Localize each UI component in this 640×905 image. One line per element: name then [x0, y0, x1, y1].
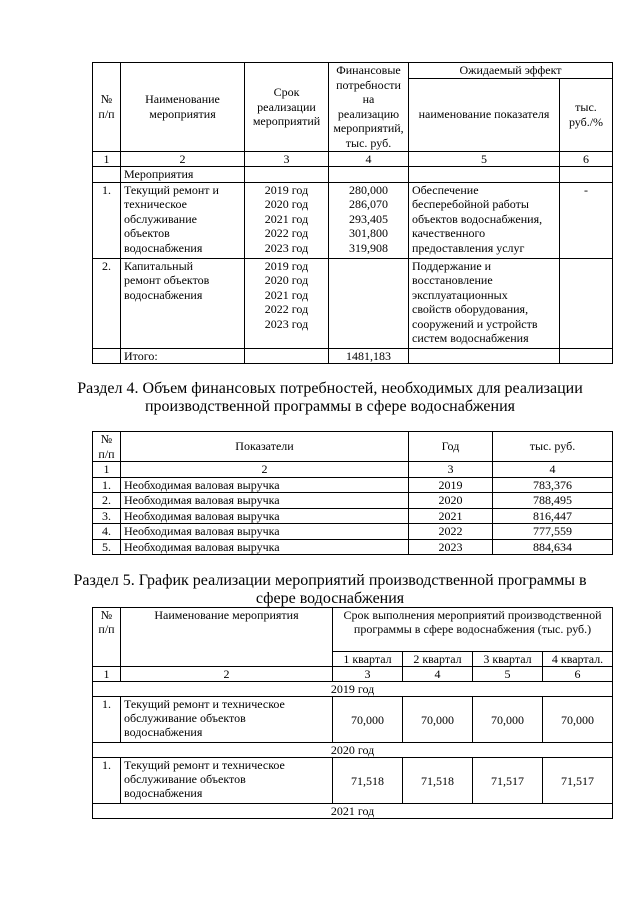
- header-finance: Финансовые потребности на реализацию мероприятий, тыс. руб.: [329, 63, 409, 152]
- row-num: 1.: [93, 697, 121, 743]
- col-number: 4: [493, 462, 613, 478]
- header-unit: тыс. руб./%: [560, 78, 613, 151]
- total-value: 1481,183: [329, 348, 409, 364]
- header-year: Год: [409, 432, 493, 462]
- row-finance: [329, 258, 409, 348]
- revenue-table: [92, 431, 613, 555]
- row-amount: 783,376: [493, 477, 613, 493]
- row-effect: Обеспечение бесперебойной работы объектов водоснабжения, качественного предоставления услуг: [409, 182, 560, 258]
- header-effect: Ожидаемый эффект: [409, 63, 613, 79]
- row-num: 2.: [93, 258, 121, 348]
- row-num: 4.: [93, 524, 121, 540]
- header-indicator: Показатели: [121, 432, 409, 462]
- row-name: Необходимая валовая выручка: [121, 508, 409, 524]
- row-num: 3.: [93, 508, 121, 524]
- col-number: 1: [93, 667, 121, 682]
- header-quarter: 4 квартал.: [543, 652, 613, 667]
- row-name: Необходимая валовая выручка: [121, 539, 409, 555]
- row-year: 2021: [409, 508, 493, 524]
- row-q1: 70,000: [333, 697, 403, 743]
- row-year: 2019: [409, 477, 493, 493]
- table-row: [93, 493, 613, 509]
- col-number: 1: [93, 151, 121, 167]
- col-number: 3: [409, 462, 493, 478]
- row-years: 2019 год 2020 год 2021 год 2022 год 2023 год: [245, 258, 329, 348]
- row-years: 2019 год 2020 год 2021 год 2022 год 2023 год: [245, 182, 329, 258]
- row-num: 1.: [93, 758, 121, 804]
- row-unit: [560, 258, 613, 348]
- schedule-table: [92, 607, 613, 819]
- header-indicator: наименование показателя: [409, 78, 560, 151]
- row-num: 1.: [93, 477, 121, 493]
- section-label: Мероприятия: [121, 167, 245, 183]
- table-row: [93, 182, 613, 258]
- row-num: 1.: [93, 182, 121, 258]
- row-q3: 71,517: [473, 758, 543, 804]
- section-5-title: Раздел 5. График реализации мероприятий производственной программы в сфере водоснабжения: [73, 572, 587, 607]
- row-name: Необходимая валовая выручка: [121, 524, 409, 540]
- table-row: [93, 508, 613, 524]
- row-num: 2.: [93, 493, 121, 509]
- row-unit: -: [560, 182, 613, 258]
- row-q3: 70,000: [473, 697, 543, 743]
- col-number: 4: [329, 151, 409, 167]
- header-num: № п/п: [93, 608, 121, 667]
- row-q1: 71,518: [333, 758, 403, 804]
- row-name: Необходимая валовая выручка: [121, 493, 409, 509]
- year-label: 2020 год: [93, 743, 613, 758]
- row-year: 2022: [409, 524, 493, 540]
- table-row: [93, 258, 613, 348]
- header-quarter: 2 квартал: [403, 652, 473, 667]
- col-number: 2: [121, 667, 333, 682]
- col-number: 3: [245, 151, 329, 167]
- row-year: 2020: [409, 493, 493, 509]
- header-period: Срок реализации мероприятий: [245, 63, 329, 152]
- row-q4: 70,000: [543, 697, 613, 743]
- table-row: [93, 524, 613, 540]
- row-num: 5.: [93, 539, 121, 555]
- header-num: № п/п: [93, 63, 121, 152]
- row-name: Текущий ремонт и техническое обслуживание объектов водоснабжения: [121, 697, 333, 743]
- year-label: 2021 год: [93, 804, 613, 819]
- row-name: Капитальный ремонт объектов водоснабжения: [121, 258, 245, 348]
- row-q4: 71,517: [543, 758, 613, 804]
- table-row: [93, 477, 613, 493]
- header-amount: тыс. руб.: [493, 432, 613, 462]
- row-finance: 280,000 286,070 293,405 301,800 319,908: [329, 182, 409, 258]
- row-q2: 71,518: [403, 758, 473, 804]
- table-row: [93, 697, 613, 743]
- row-q2: 70,000: [403, 697, 473, 743]
- col-number: 5: [473, 667, 543, 682]
- section-4-title: Раздел 4. Объем финансовых потребностей, необходимых для реализации производственной программы в сфере водоснабжения: [77, 380, 583, 415]
- row-name: Текущий ремонт и техническое обслуживание объектов водоснабжения: [121, 182, 245, 258]
- col-number: 2: [121, 151, 245, 167]
- col-number: 6: [560, 151, 613, 167]
- year-label: 2019 год: [93, 682, 613, 697]
- measures-table: [92, 62, 613, 364]
- header-quarter: 1 квартал: [333, 652, 403, 667]
- table-row: [93, 539, 613, 555]
- row-name: Необходимая валовая выручка: [121, 477, 409, 493]
- col-number: 6: [543, 667, 613, 682]
- total-label: Итого:: [121, 348, 245, 364]
- row-amount: 816,447: [493, 508, 613, 524]
- row-amount: 884,634: [493, 539, 613, 555]
- col-number: 2: [121, 462, 409, 478]
- header-name: Наименование мероприятия: [121, 63, 245, 152]
- header-name: Наименование мероприятия: [121, 608, 333, 667]
- row-year: 2023: [409, 539, 493, 555]
- header-num: № п/п: [93, 432, 121, 462]
- row-name: Текущий ремонт и техническое обслуживание объектов водоснабжения: [121, 758, 333, 804]
- col-number: 5: [409, 151, 560, 167]
- table-row: [93, 758, 613, 804]
- header-period: Срок выполнения мероприятий производственной программы в сфере водоснабжения (тыс. руб.): [333, 608, 613, 652]
- row-amount: 777,559: [493, 524, 613, 540]
- header-quarter: 3 квартал: [473, 652, 543, 667]
- row-effect: Поддержание и восстановление эксплуатационных свойств оборудования, сооружений и устройств систем водоснабжения: [409, 258, 560, 348]
- col-number: 4: [403, 667, 473, 682]
- col-number: 3: [333, 667, 403, 682]
- col-number: 1: [93, 462, 121, 478]
- row-amount: 788,495: [493, 493, 613, 509]
